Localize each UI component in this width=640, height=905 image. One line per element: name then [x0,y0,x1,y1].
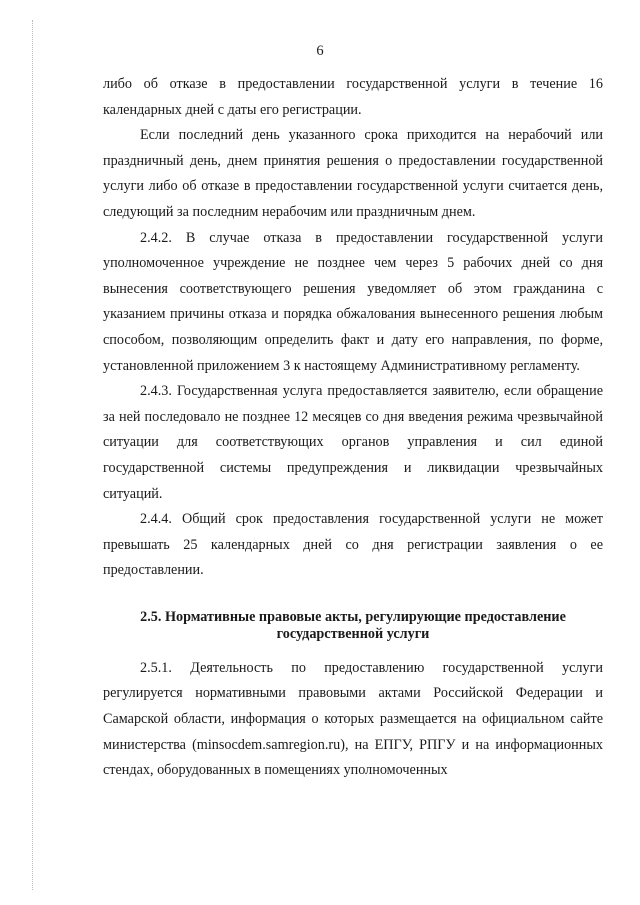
page-number: 6 [316,43,324,59]
margin-dotted-line [32,20,33,890]
section-heading-line-2: государственной услуги [276,625,430,642]
paragraph-2-5-1: 2.5.1. Деятельность по предоставлению государственной услуги регулируется нормативными правовыми актами Российской Федерации и Самарской области, информация о которых размещается на официальном сайте министерства (minsocdem.samregion.ru), на ЕПГУ, РПГУ и на информационных стендах, оборудованных в помещениях уполномоченных [103,659,603,779]
document-body [103,72,603,784]
section-heading-2-5 [103,609,603,643]
paragraph-continuation: либо об отказе в предоставлении государственной услуги в течение 16 календарных дней с даты его регистрации. [103,76,603,118]
section-heading-line-1: 2.5. Нормативные правовые акты, регулирующие предоставление [140,608,566,625]
paragraph-2-4-2: 2.4.2. В случае отказа в предоставлении государственной услуги уполномоченное учреждение не позднее чем через 5 рабочих дней со дня вынесения соответствующего решения уведомляет об этом гражданина с указанием причины отказа и порядка обжалования вынесенного решения любым способом, позволяющим определить факт и дату его направления, по форме, установленной приложением 3 к настоящему Административному регламенту. [103,229,603,374]
paragraph-2-4-3: 2.4.3. Государственная услуга предоставляется заявителю, если обращение за ней последовало не позднее 12 месяцев со дня введения режима чрезвычайной ситуации для соответствующих органов управления и сил единой государственной системы предупреждения и ликвидации чрезвычайных ситуаций. [103,383,603,502]
paragraph-deadline-holiday: Если последний день указанного срока приходится на нерабочий или праздничный день, днем принятия решения о предоставлении государственной услуги либо об отказе в предоставлении государственной услуги считается день, следующий за последним нерабочим или праздничным днем. [103,127,603,220]
paragraph-2-4-4: 2.4.4. Общий срок предоставления государственной услуги не может превышать 25 календарных дней со дня регистрации заявления о ее предоставлении. [103,511,603,579]
